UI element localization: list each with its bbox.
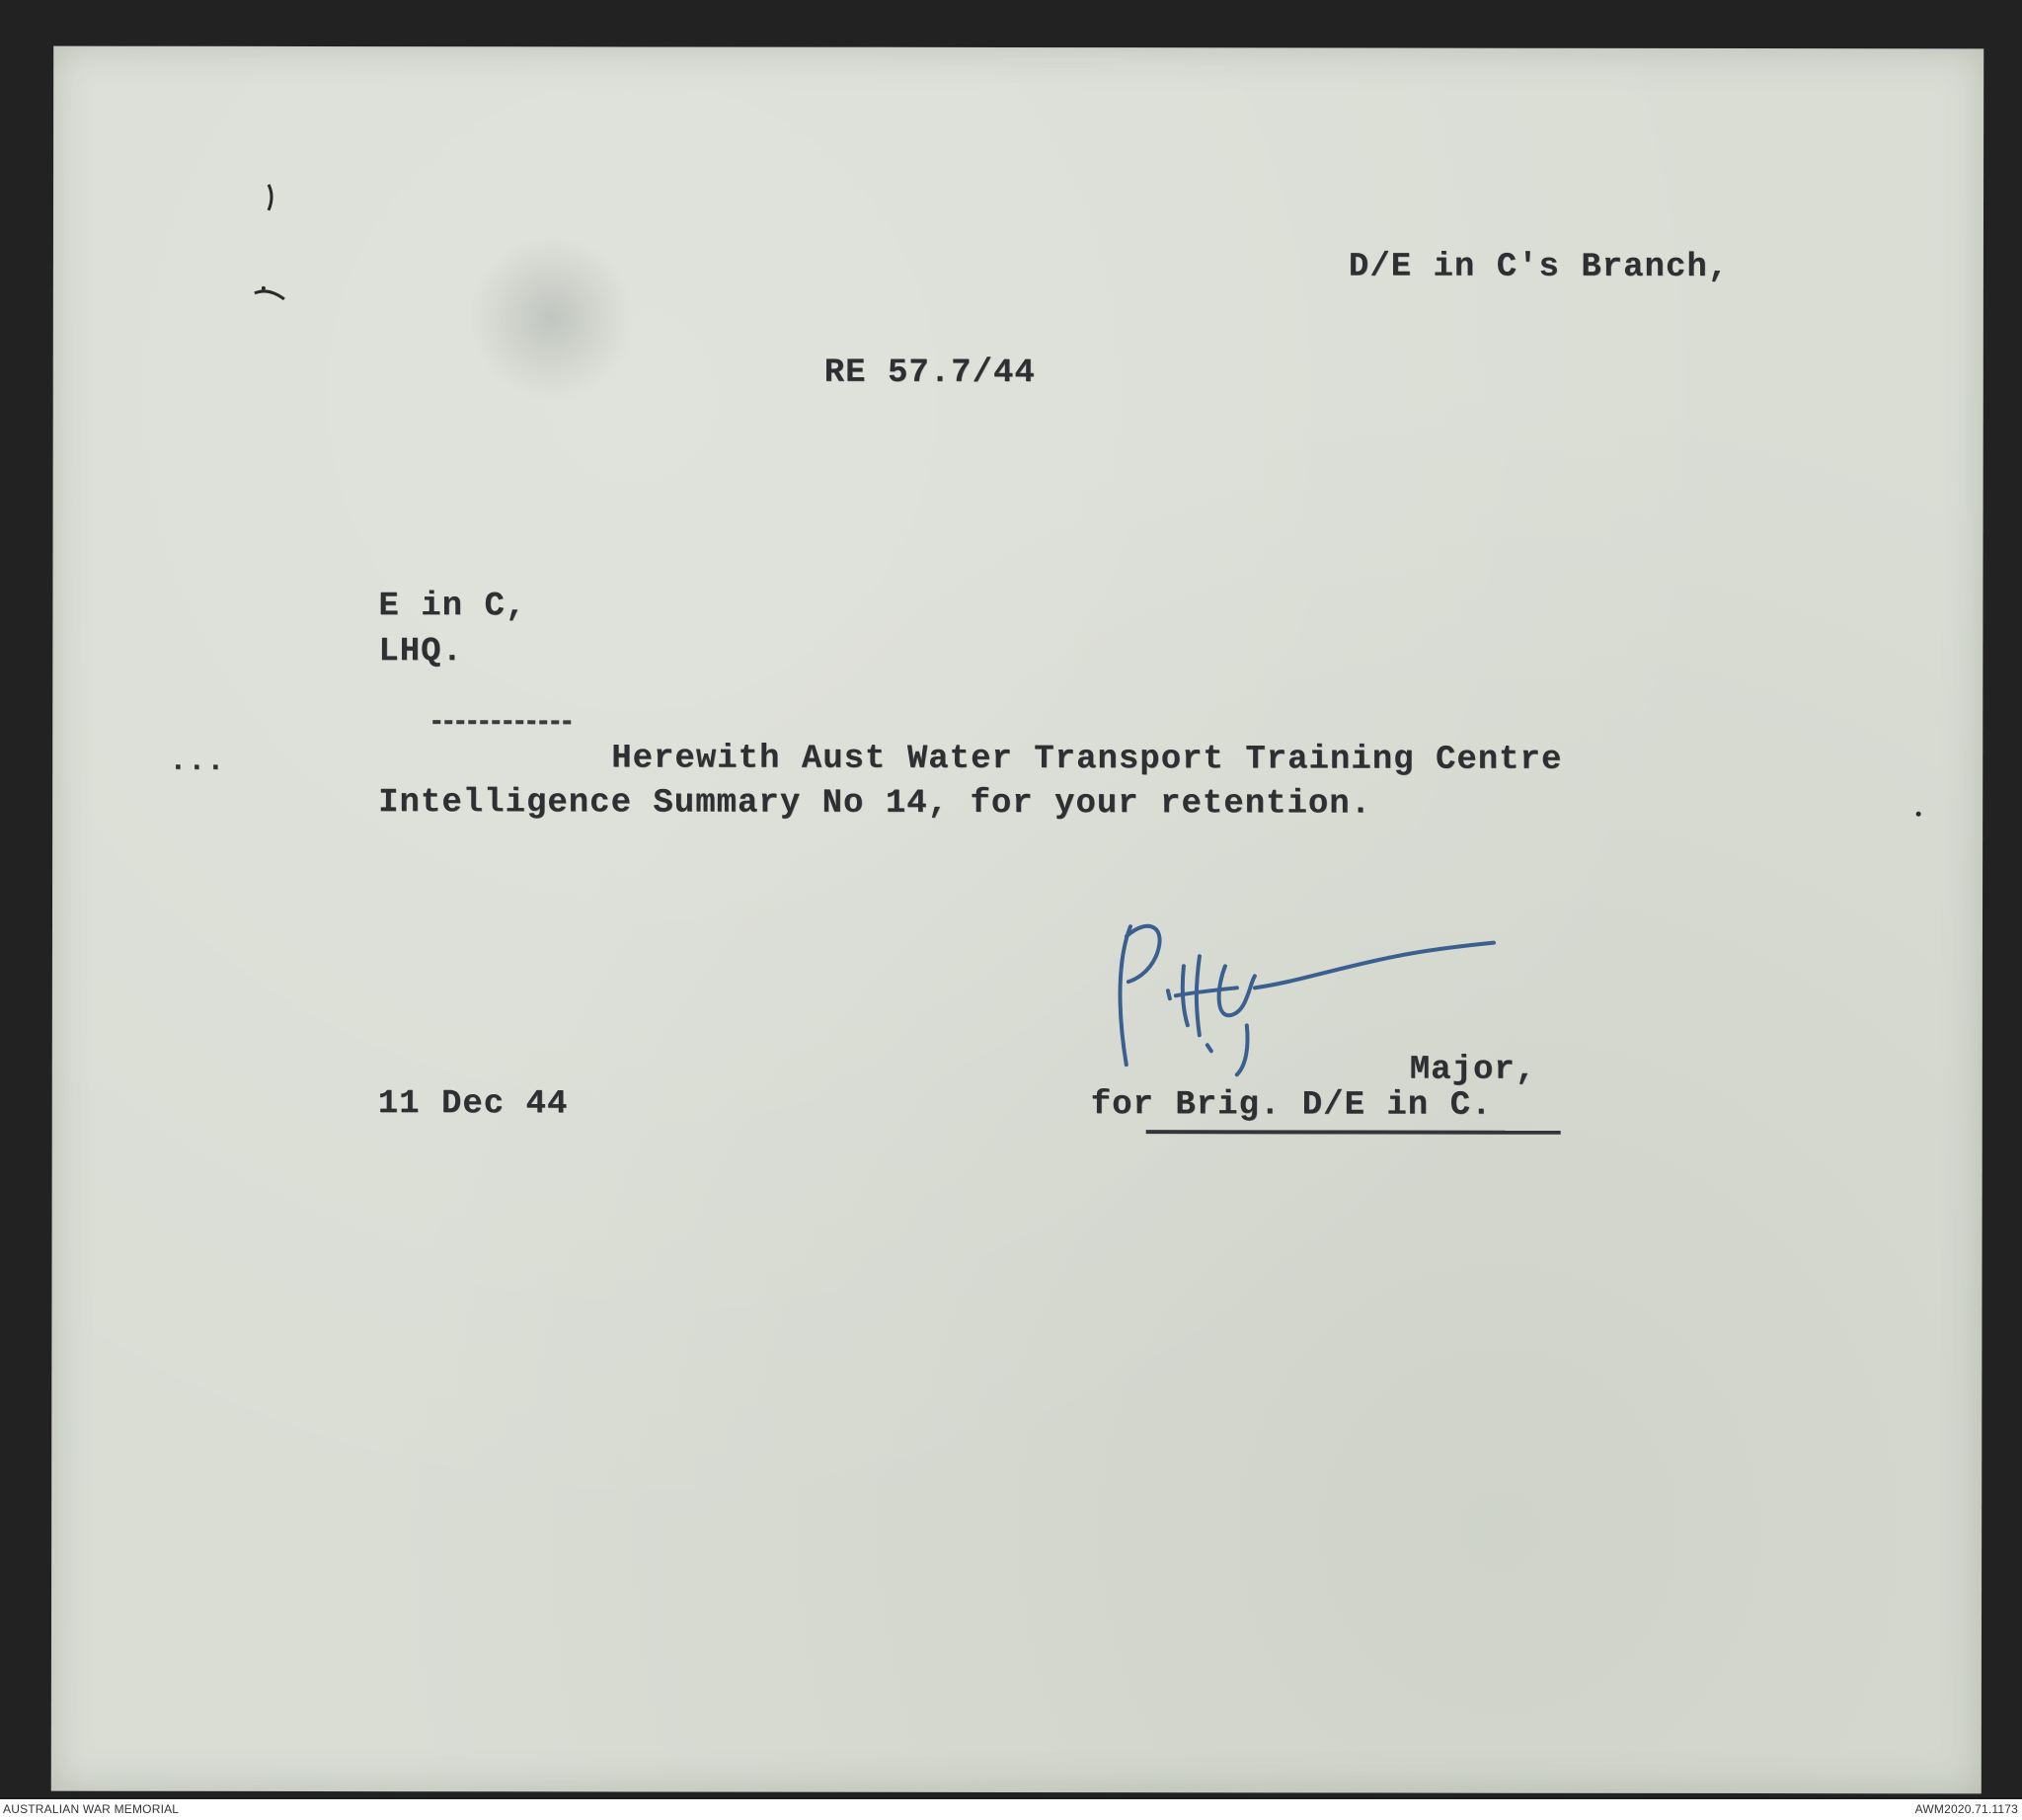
file-reference: RE 57.7/44 <box>823 354 1036 393</box>
archive-caption-bar <box>0 1799 2022 1820</box>
ink-smudge <box>468 234 636 402</box>
document-page <box>51 46 1983 1794</box>
signature-rank: Major, <box>1409 1051 1537 1089</box>
document-date: 11 Dec 44 <box>377 1085 569 1124</box>
body-line-2: Intelligence Summary No 14, for your retention. <box>378 784 1372 824</box>
archive-item-id: AWM2020.71.1173 <box>1914 1802 2018 1816</box>
staple-mark <box>231 140 310 338</box>
branch-heading: D/E in C's Branch, <box>1348 248 1730 287</box>
signature-underline <box>1146 1130 1561 1135</box>
archive-source-credit: AUSTRALIAN WAR MEMORIAL <box>3 1802 180 1816</box>
addressee-line-1: E in C, <box>378 588 527 626</box>
signature-for-line: for Brig. D/E in C. <box>1090 1086 1493 1125</box>
addressee-line-2: LHQ. <box>378 633 464 672</box>
margin-mark: ... <box>169 745 226 779</box>
ink-dot <box>1913 809 1923 819</box>
body-line-1: Herewith Aust Water Transport Training Centre <box>611 740 1563 779</box>
addressee-underline <box>432 720 571 724</box>
